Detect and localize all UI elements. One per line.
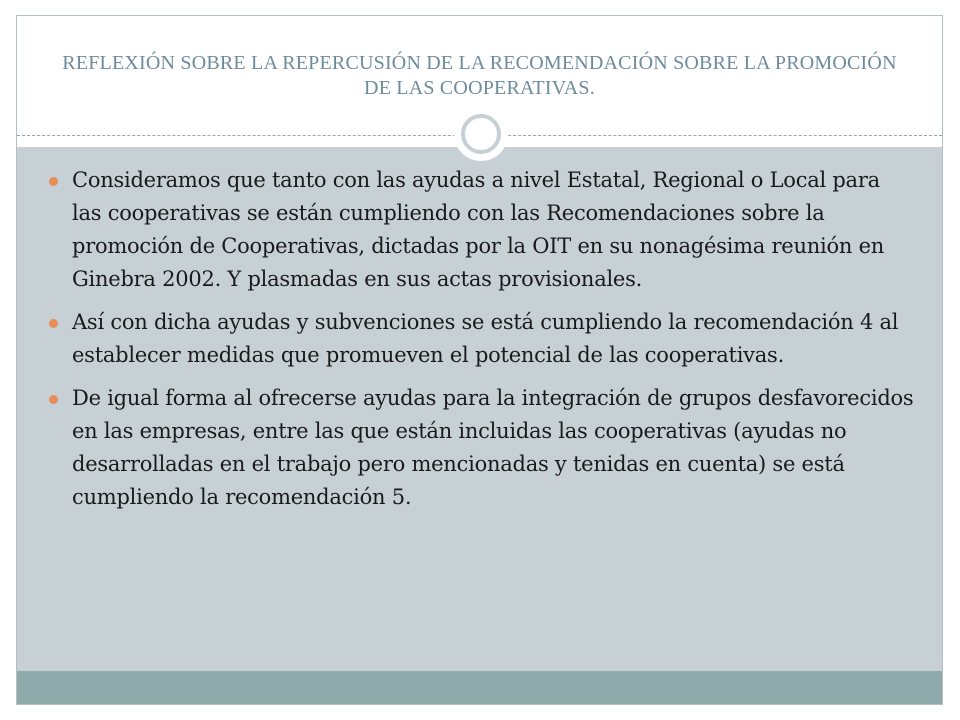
- ring-ornament-icon: [454, 107, 508, 161]
- bullet-dot-icon: [49, 177, 58, 186]
- bullet-item: [17, 164, 942, 296]
- bullet-item: [17, 306, 942, 372]
- slide: [16, 15, 943, 705]
- footer-band: [17, 671, 942, 705]
- bullet-text: De igual forma al ofrecerse ayudas para la integración de grupos desfavorecidos en las empresas, entre las que están incluidas las cooperativas (ayudas no desarrolladas en el trabajo pero mencionadas y tenidas en cuenta) se está cumpliendo la recomendación 5.: [72, 386, 914, 509]
- bullet-list: [17, 164, 942, 524]
- bullet-dot-icon: [49, 395, 58, 404]
- slide-title: REFLEXIÓN SOBRE LA REPERCUSIÓN DE LA RECOMENDACIÓN SOBRE LA PROMOCIÓN DE LAS COOPERATIVAS.: [62, 52, 897, 99]
- bullet-text: Consideramos que tanto con las ayudas a nivel Estatal, Regional o Local para las cooperativas se están cumpliendo con las Recomendaciones sobre la promoción de Cooperativas, dictadas por la OIT en su nonagésima reunión en Ginebra 2002. Y plasmadas en sus actas provisionales.: [72, 168, 885, 291]
- bullet-dot-icon: [49, 319, 58, 328]
- bullet-text: Así con dicha ayudas y subvenciones se está cumpliendo la recomendación 4 al establecer medidas que promueven el potencial de las cooperativas.: [72, 310, 899, 367]
- bullet-item: [17, 382, 942, 514]
